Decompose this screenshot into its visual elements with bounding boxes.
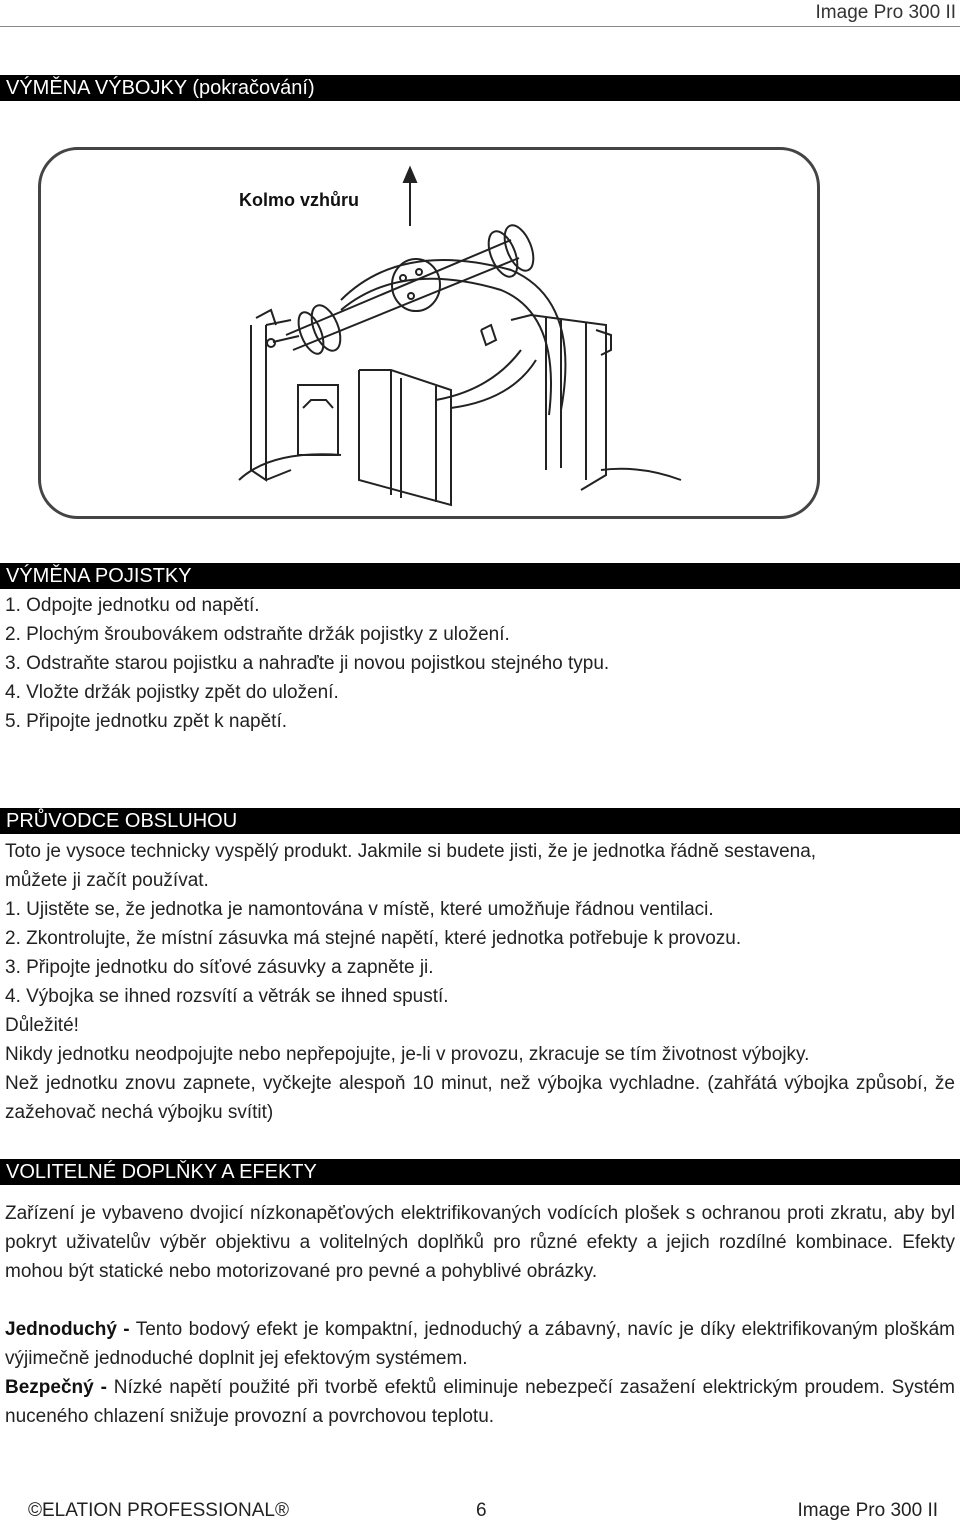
important-line-1: Nikdy jednotku neodpojujte nebo nepřepojujte, je-li v provozu, zkracuje se tím životnost výbojky. [5, 1044, 810, 1065]
fuse-step-5: 5. Připojte jednotku zpět k napětí. [5, 711, 288, 732]
header-rule [0, 26, 960, 27]
lamp-illustration-frame [38, 147, 820, 519]
central-housing [359, 370, 451, 505]
reflector [341, 260, 565, 410]
section-heading-fuse-replacement: VÝMĚNA POJISTKY [0, 563, 960, 589]
simple-label: Jednoduchý - [5, 1319, 130, 1340]
lamp-illustration [41, 150, 817, 516]
guide-intro-line-1: Toto je vysoce technicky vyspělý produkt. Jakmile si budete jisti, že je jednotka řádně sestavena, [5, 841, 817, 862]
section-heading-operating-guide: PRŮVODCE OBSLUHOU [0, 808, 960, 834]
socket-holder [298, 385, 338, 455]
footer-product: Image Pro 300 II [797, 1500, 938, 1521]
guide-step-4: 4. Výbojka se ihned rozsvítí a větrák se ihned spustí. [5, 986, 449, 1007]
fuse-step-2: 2. Plochým šroubovákem odstraňte držák pojistky z uložení. [5, 624, 510, 645]
safe-effect-paragraph [5, 1373, 955, 1431]
guide-intro-line-2: můžete ji začít používat. [5, 870, 209, 891]
important-paragraph: Než jednotku znovu zapnete, vyčkejte alespoň 10 minut, než výbojka vychladne. (zahřátá výbojka způsobí, že zažehovač nechá výbojku svítit) [5, 1073, 955, 1123]
header-title: Image Pro 300 II [815, 2, 956, 23]
section-heading-lamp-replacement: VÝMĚNA VÝBOJKY (pokračování) [0, 75, 960, 101]
base [239, 454, 341, 480]
simple-effect-paragraph [5, 1315, 955, 1373]
important-label: Důležité! [5, 1015, 79, 1036]
fuse-step-3: 3. Odstraňte starou pojistku a nahraďte ji novou pojistkou stejného typu. [5, 653, 610, 674]
footer-brand: ©ELATION PROFESSIONAL® [28, 1500, 289, 1521]
guide-step-2: 2. Zkontrolujte, že místní zásuvka má stejné napětí, které jednotka potřebuje k provozu. [5, 928, 742, 949]
figure-label: Kolmo vzhůru [239, 190, 359, 210]
guide-step-3: 3. Připojte jednotku do síťové zásuvky a zapněte ji. [5, 957, 434, 978]
accessories-paragraph: Zařízení je vybaveno dvojicí nízkonapěťových elektrifikovaných vodících plošek s ochranou proti zkratu, aby byl pokryt uživatelův výběr objektivu a volitelných doplňků pro různé efekty a jejich rozdílné kombinace. Efekty mohou být statické nebo motorizované pro pevné a pohyblivé obrázky. [5, 1203, 955, 1282]
up-arrow-head [404, 168, 416, 182]
right-bracket [481, 325, 496, 345]
safe-label: Bezpečný - [5, 1377, 107, 1398]
footer-page-number: 6 [476, 1500, 487, 1521]
guide-step-1: 1. Ujistěte se, že jednotka je namontována v místě, které umožňuje řádnou ventilaci. [5, 899, 714, 920]
left-bracket [251, 325, 266, 480]
section-heading-accessories: VOLITELNÉ DOPLŇKY A EFEKTY [0, 1159, 960, 1185]
simple-text: Tento bodový efekt je kompaktní, jednoduchý a zábavný, navíc je díky elektrifikovaným ploškám výjimečně jednoduché doplnit jej efektovým systémem. [5, 1319, 956, 1369]
safe-text: Nízké napětí použité při tvorbě efektů eliminuje nebezpečí zasažení elektrickým proudem. Systém nuceného chlazení snižuje provozní a povrchovou teplotu. [5, 1377, 955, 1427]
fuse-step-1: 1. Odpojte jednotku od napětí. [5, 595, 260, 616]
fuse-step-4: 4. Vložte držák pojistky zpět do uložení. [5, 682, 339, 703]
